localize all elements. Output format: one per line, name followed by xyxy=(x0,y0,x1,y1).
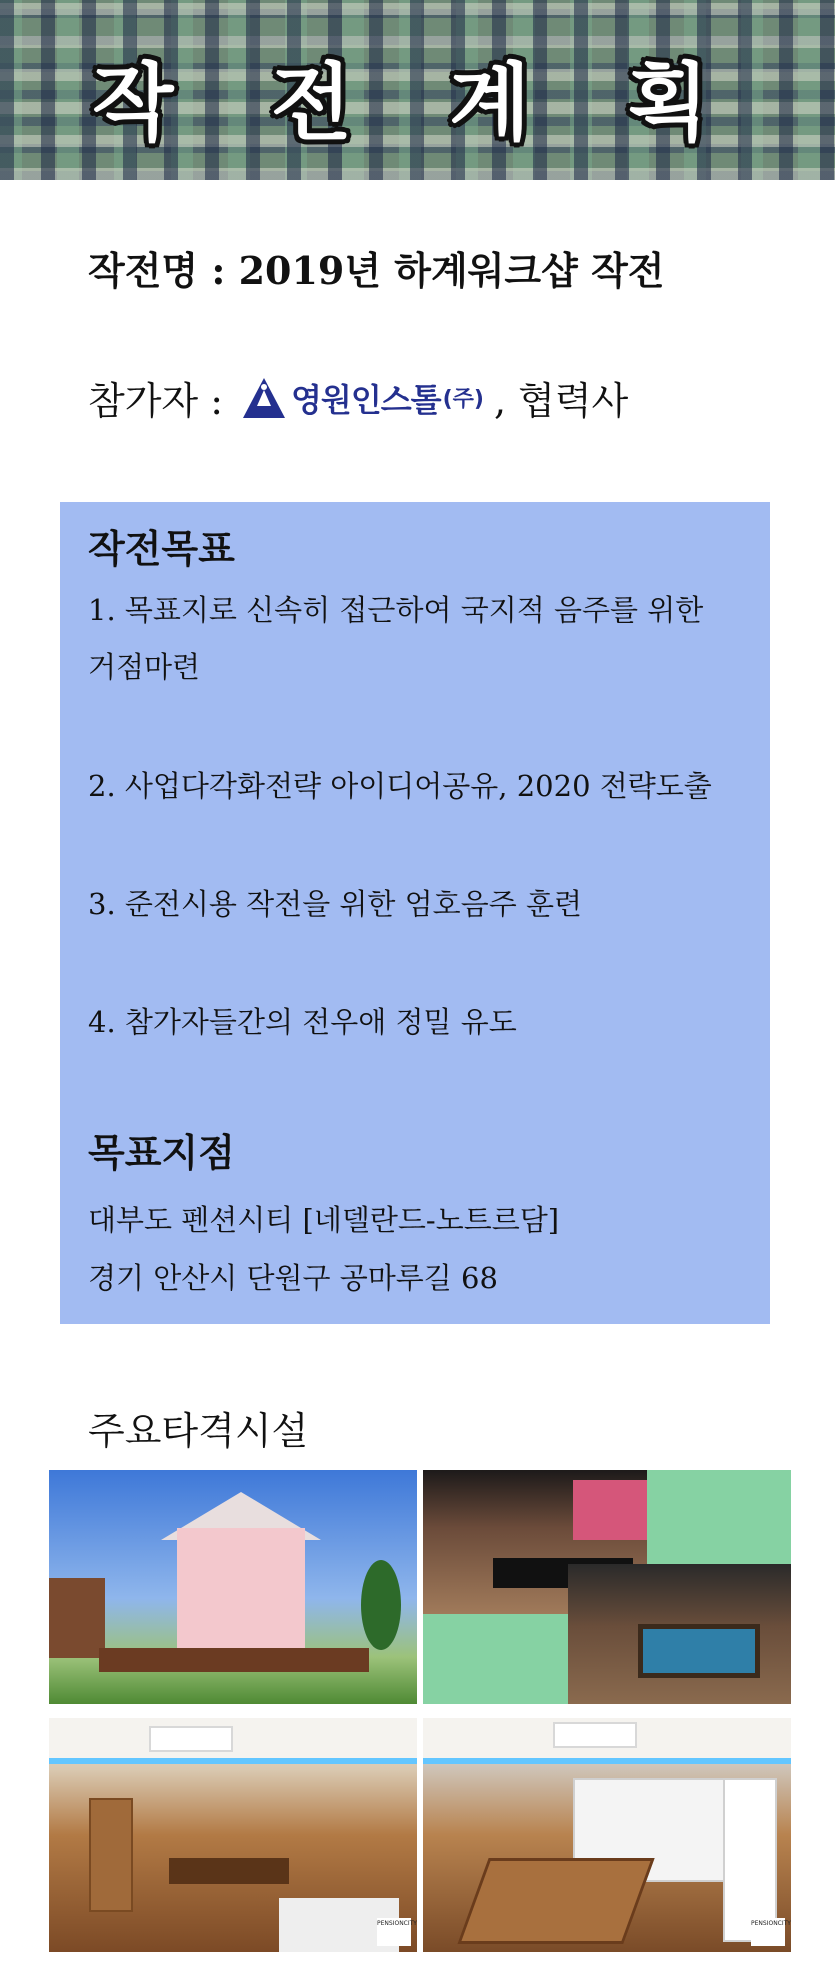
participants-prefix: 참가자 : xyxy=(88,379,224,423)
objectives-heading: 작전목표 xyxy=(88,526,235,571)
kitchen-interior-photo xyxy=(423,1718,791,1952)
pink-wall xyxy=(573,1480,647,1540)
ceiling-lamp xyxy=(149,1726,233,1752)
ceiling-lamp xyxy=(553,1722,637,1748)
side-building xyxy=(49,1578,105,1658)
participants-suffix: , 협력사 xyxy=(493,379,629,423)
company-logo xyxy=(241,375,484,421)
green-block-top xyxy=(647,1470,791,1564)
dining-interior-photo xyxy=(49,1718,417,1952)
facilities-heading: 주요타격시설 xyxy=(88,1409,309,1453)
tree xyxy=(361,1560,401,1650)
objective-item-4: 4. 참가자들간의 전우애 정밀 유도 xyxy=(88,1005,517,1039)
game-room-collage-photo xyxy=(423,1470,791,1704)
operation-name: 작전명 : 2019년 하계워크샵 작전 xyxy=(88,248,665,293)
pension-exterior-photo xyxy=(49,1470,417,1704)
ceiling xyxy=(49,1718,417,1764)
participants-line xyxy=(88,370,628,425)
target-name: 대부도 펜션시티 [네델란드-노트르담] xyxy=(88,1203,560,1237)
objective-item-3: 3. 준전시용 작전을 위한 엄호음주 훈련 xyxy=(88,887,582,921)
wooden-deck xyxy=(99,1648,369,1672)
pensioncity-badge: PENSIONCITY xyxy=(751,1918,785,1946)
camouflage-banner xyxy=(0,0,835,180)
pensioncity-badge: PENSIONCITY xyxy=(377,1918,411,1946)
company-logo-text: 영원인스톨 xyxy=(291,380,441,419)
objective-item-1: 1. 목표지로 신속히 접근하여 국지적 음주를 위한 거점마련 xyxy=(88,593,704,684)
banner-title: 작 전 계 획 xyxy=(92,54,743,152)
long-wooden-table xyxy=(457,1858,654,1944)
company-logo-mark-icon xyxy=(241,376,287,420)
dining-table xyxy=(169,1858,289,1884)
green-block-bottom xyxy=(423,1614,568,1704)
pink-house xyxy=(177,1528,305,1650)
wooden-door xyxy=(89,1798,133,1912)
company-logo-suffix: (주) xyxy=(442,387,484,412)
target-heading: 목표지점 xyxy=(88,1130,235,1175)
pool-table xyxy=(638,1624,760,1678)
objective-item-2: 2. 사업다각화전략 아이디어공유, 2020 전략도출 xyxy=(88,769,712,803)
target-address: 경기 안산시 단원구 공마루길 68 xyxy=(88,1261,498,1295)
billiard-room-photo xyxy=(568,1564,791,1704)
